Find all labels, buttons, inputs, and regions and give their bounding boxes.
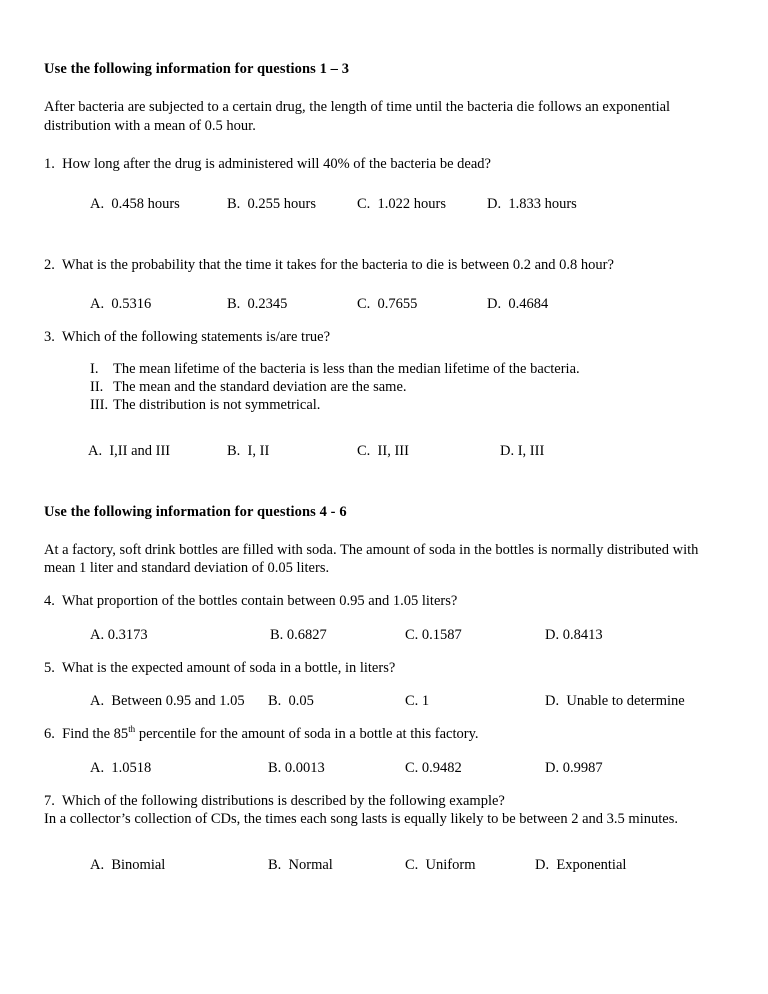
document-body — [44, 60, 700, 875]
question-3-option-c[interactable]: C. II, III — [357, 442, 409, 459]
spacer — [44, 214, 700, 256]
spacer — [44, 521, 700, 541]
statement-i — [44, 361, 700, 379]
spacer — [44, 645, 700, 659]
section-heading-questions-1-3: Use the following information for questions 1 – 3 — [44, 61, 350, 77]
question-2-option-c[interactable]: C. 0.7655 — [357, 296, 418, 313]
spacer — [44, 611, 700, 625]
spacer — [44, 274, 700, 294]
spacer — [44, 744, 700, 758]
question-7-number: 7. — [44, 792, 55, 809]
statement-ii-text: The mean and the standard deviation are the same. — [113, 378, 407, 395]
question-6-option-a[interactable]: A. 1.0518 — [90, 759, 152, 776]
question-7-prompt: Which of the following distributions is described by the following example? — [61, 792, 505, 809]
question-7-option-c[interactable]: C. Uniform — [405, 856, 476, 873]
question-1-number: 1. — [44, 156, 55, 173]
question-7-option-a[interactable]: A. Binomial — [90, 856, 166, 873]
question-7 — [44, 792, 700, 811]
statement-ii-numeral: II. — [90, 378, 104, 395]
question-4-option-a[interactable]: A. 0.3173 — [90, 626, 148, 643]
question-6-prompt-before: Find the 85 — [62, 726, 129, 743]
passage-soda-bottles: At a factory, soft drink bottles are filled with soda. The amount of soda in the bottles is normally distributed with mean 1 liter and standard deviation of 0.05 liters. — [44, 541, 699, 577]
question-5-option-b[interactable]: B. 0.05 — [268, 693, 314, 710]
question-5-number: 5. — [44, 659, 55, 676]
question-7-option-d[interactable]: D. Exponential — [535, 856, 627, 873]
spacer — [44, 829, 700, 855]
question-3-option-b[interactable]: B. I, II — [227, 442, 270, 459]
question-6-options — [44, 758, 700, 778]
question-3-number: 3. — [44, 329, 55, 346]
spacer — [44, 174, 700, 194]
question-1-option-c[interactable]: C. 1.022 hours — [357, 195, 447, 212]
statement-i-text: The mean lifetime of the bacteria is less than the median lifetime of the bacteria. — [113, 360, 580, 377]
question-2-option-d[interactable]: D. 0.4684 — [487, 296, 549, 313]
spacer — [44, 677, 700, 691]
statement-ii — [44, 379, 700, 397]
question-7-option-b[interactable]: B. Normal — [268, 856, 333, 873]
question-1-option-d[interactable]: D. 1.833 hours — [487, 195, 577, 212]
statement-iii-numeral: III. — [90, 396, 109, 413]
question-6-ordinal-suffix: th — [128, 724, 136, 735]
question-6 — [44, 725, 700, 744]
question-5-option-c[interactable]: C. 1 — [405, 693, 430, 710]
question-6-prompt-after: percentile for the amount of soda in a bottle at this factory. — [135, 726, 479, 743]
question-3-statement-list — [44, 361, 700, 415]
question-2-prompt: What is the probability that the time it takes for the bacteria to die is between 0.2 and 0.8 hour? — [61, 256, 614, 273]
question-4-prompt: What proportion of the bottles contain between 0.95 and 1.05 liters? — [61, 592, 458, 609]
question-3-options — [44, 441, 700, 461]
question-1 — [44, 155, 700, 174]
question-5-option-d[interactable]: D. Unable to determine — [545, 693, 685, 710]
statement-iii — [44, 397, 700, 415]
question-3-option-a[interactable]: A. I,II and III — [88, 442, 171, 459]
spacer — [44, 135, 700, 155]
question-6-option-b[interactable]: B. 0.0013 — [268, 759, 325, 776]
statement-i-numeral: I. — [90, 360, 99, 377]
spacer — [44, 347, 700, 361]
passage-bacteria-drug: After bacteria are subjected to a certain drug, the length of time until the bacteria die follows an exponential distribution with a mean of 0.5 hour. — [44, 99, 671, 134]
spacer — [44, 78, 700, 98]
question-4-options — [44, 625, 700, 645]
question-4-option-c[interactable]: C. 0.1587 — [405, 626, 462, 643]
question-1-options — [44, 194, 700, 214]
question-2-option-b[interactable]: B. 0.2345 — [227, 296, 288, 313]
question-3-prompt: Which of the following statements is/are true? — [61, 329, 331, 346]
question-6-option-d[interactable]: D. 0.9987 — [545, 759, 603, 776]
question-5-prompt: What is the expected amount of soda in a bottle, in liters? — [61, 659, 396, 676]
spacer — [44, 461, 700, 503]
question-1-option-b[interactable]: B. 0.255 hours — [227, 195, 317, 212]
question-5-options — [44, 691, 700, 711]
question-5-option-a[interactable]: A. Between 0.95 and 1.05 — [90, 693, 245, 710]
question-6-option-c[interactable]: C. 0.9482 — [405, 759, 462, 776]
question-3 — [44, 328, 700, 347]
spacer — [44, 711, 700, 725]
question-2-option-a[interactable]: A. 0.5316 — [90, 296, 152, 313]
section-heading-questions-4-6: Use the following information for questions 4 - 6 — [44, 503, 347, 520]
question-2 — [44, 256, 700, 275]
question-7-example: In a collector’s collection of CDs, the times each song lasts is equally likely to be between 2 and 3.5 minutes. — [44, 811, 678, 828]
statement-iii-text: The distribution is not symmetrical. — [113, 396, 321, 413]
question-2-number: 2. — [44, 256, 55, 273]
question-4-option-d[interactable]: D. 0.8413 — [545, 626, 603, 643]
question-4 — [44, 592, 700, 611]
question-3-option-d[interactable]: D. I, III — [500, 442, 545, 459]
spacer — [44, 578, 700, 592]
question-1-option-a[interactable]: A. 0.458 hours — [90, 195, 180, 212]
question-4-option-b[interactable]: B. 0.6827 — [270, 626, 327, 643]
question-5 — [44, 659, 700, 678]
question-2-options — [44, 294, 700, 314]
question-7-options — [44, 855, 700, 875]
question-6-number: 6. — [44, 726, 55, 743]
spacer — [44, 314, 700, 328]
question-1-prompt: How long after the drug is administered will 40% of the bacteria be dead? — [62, 156, 491, 173]
spacer — [44, 778, 700, 792]
spacer — [44, 415, 700, 441]
question-4-number: 4. — [44, 592, 55, 609]
